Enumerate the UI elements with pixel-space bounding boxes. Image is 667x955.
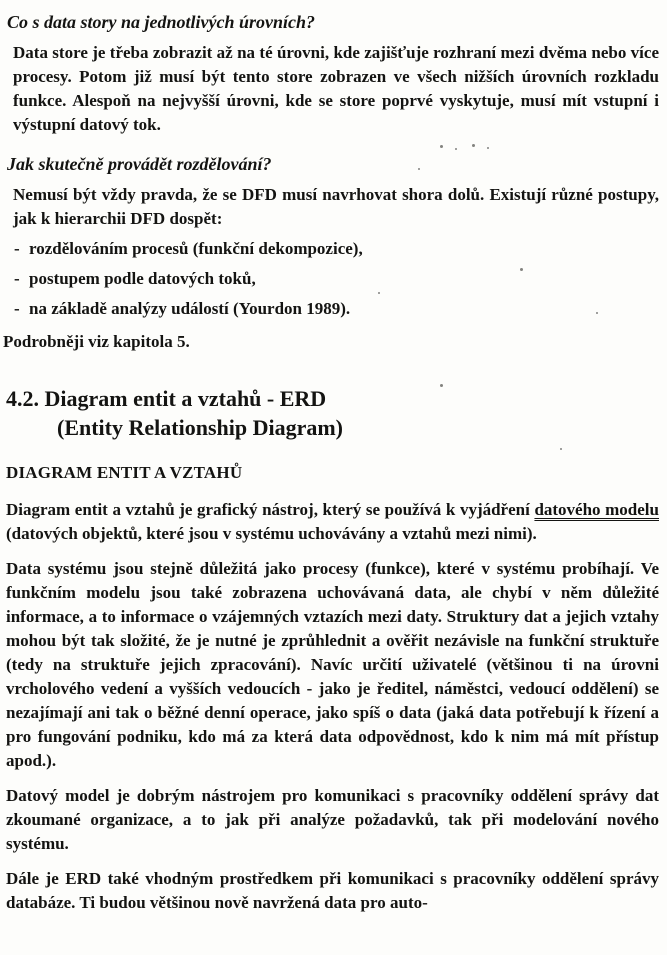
underlined-phrase-datoveho-modelu: datového modelu [534, 500, 659, 519]
answer-paragraph-partitioning: Nemusí být vždy pravda, že se DFD musí navrhovat shora dolů. Existují různé postupy, jak k hierarchii DFD dospět: [13, 185, 659, 228]
scan-artifact [378, 292, 380, 294]
approach-bullet-list [6, 237, 659, 321]
intro-text-after: (datových objektů, které jsou v systému uchovávány a vztahů mezi nimi). [6, 524, 537, 543]
scan-artifact [455, 148, 457, 150]
section-4-2-erd [6, 384, 659, 915]
answer-paragraph-data-stores: Data store je třeba zobrazit až na té úrovni, kde zajišťuje rozhraní mezi dvěma nebo více procesy. Potom již musí být tento store zobrazen ve všech nižších úrovních rozkladu funkce. Alespoň na nejvyšší úrovni, kde se store poprvé vyskytuje, musí mít vstupní i výstupní datový tok. [13, 43, 659, 134]
scan-artifact [472, 144, 475, 147]
scan-artifact [440, 384, 443, 387]
scan-artifact [440, 145, 443, 148]
list-item [6, 237, 659, 261]
scan-artifact [487, 147, 489, 149]
erd-paragraph-data-importance: Data systému jsou stejně důležitá jako procesy (funkce), které v systému probíhají. Ve funkčním modelu jsou také zobrazena uchovávaná data, ale chybí v něm důležité informace, a to informace o vzájemných vztazích mezi daty. Struktury dat a jejich vztahy mohou být tak složité, že je nutné je zprůhlednit a ověřit nezávisle na funkční struktuře (tedy na struktuře jejich zpracování). Navíc určití uživatelé (většinou ti na úrovni vrcholového vedení a vyšších vedoucích - jako je ředitel, náměstci, vedoucí oddělení) se nezajímají ani tak o běžné denní operace, jako spíš o data (jaká data potřebují k řízení a pro fungování podniku, kdo má za která data odpovědnost, kdo k nim má mít přístup apod.). [6, 559, 659, 770]
question-heading-data-stores: Co s data story na jednotlivých úrovních? [7, 12, 316, 32]
scan-artifact [520, 268, 523, 271]
erd-intro-paragraph [6, 498, 659, 546]
erd-paragraph-communication-dba: Dále je ERD také vhodným prostředkem při komunikaci s pracovníky oddělení správy databáze. Ti budou většinou nově navržená data pro auto- [6, 869, 659, 912]
closing-note: Podrobněji viz kapitola 5. [3, 332, 190, 351]
qa-section-partitioning [3, 152, 659, 354]
bullet-dash: - [14, 239, 20, 258]
qa-section-data-stores [6, 10, 659, 137]
bullet-text: na základě analýzy událostí (Yourdon 1989). [29, 299, 351, 318]
scan-artifact [560, 448, 562, 450]
question-heading-partitioning: Jak skutečně provádět rozdělování? [7, 154, 272, 174]
bullet-dash: - [14, 269, 20, 288]
list-item [6, 267, 659, 291]
section-heading-line2: (Entity Relationship Diagram) [57, 415, 343, 440]
section-heading-line1: 4.2. Diagram entit a vztahů - ERD [6, 386, 327, 411]
list-item [6, 297, 659, 321]
scan-artifact [418, 168, 420, 170]
erd-paragraph-communication-data-admin: Datový model je dobrým nástrojem pro komunikaci s pracovníky oddělení správy dat zkoumané organizace, a to jak při analýze požadavků, tak při modelování nového systému. [6, 786, 659, 853]
subheading-diagram-entit-a-vztahu: DIAGRAM ENTIT A VZTAHŮ [6, 463, 243, 482]
bullet-text: postupem podle datových toků, [29, 269, 256, 288]
bullet-dash: - [14, 299, 20, 318]
scan-artifact [596, 312, 598, 314]
section-heading [6, 384, 659, 442]
intro-text-before: Diagram entit a vztahů je grafický nástroj, který se používá k vyjádření [6, 500, 535, 519]
bullet-text: rozdělováním procesů (funkční dekompozice), [29, 239, 363, 258]
